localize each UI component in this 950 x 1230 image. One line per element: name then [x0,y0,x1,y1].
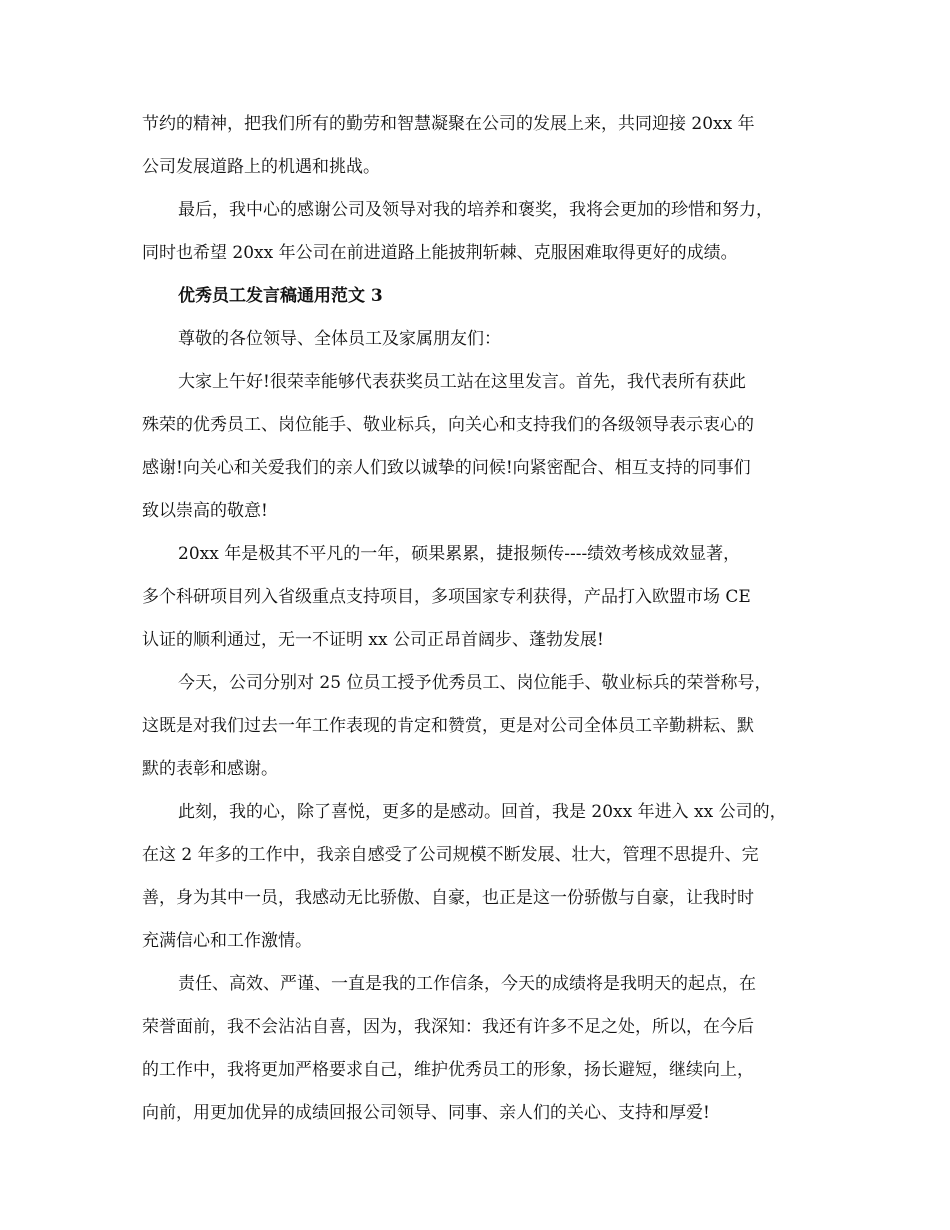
paragraph-line: 节约的精神，把我们所有的勤劳和智慧凝聚在公司的发展上来，共同迎接 20xx 年 [142,114,755,134]
paragraph-line: 充满信心和工作激情。 [142,931,312,951]
paragraph-line: 这既是对我们过去一年工作表现的肯定和赞赏，更是对公司全体员工辛勤耕耘、默 [142,716,754,736]
salutation-line: 尊敬的各位领导、全体员工及家属朋友们： [178,329,501,349]
paragraph-line: 公司发展道路上的机遇和挑战。 [142,157,380,177]
paragraph-line: 殊荣的优秀员工、岗位能手、敬业标兵，向关心和支持我们的各级领导表示衷心的 [142,415,754,435]
paragraph-line: 向前，用更加优异的成绩回报公司领导、同事、亲人们的关心、支持和厚爱! [142,1103,710,1123]
paragraph-line: 同时也希望 20xx 年公司在前进道路上能披荆斩棘、克服困难取得更好的成绩。 [142,243,738,263]
paragraph-line: 致以崇高的敬意! [142,501,268,521]
paragraph-line: 20xx 年是极其不平凡的一年，硕果累累，捷报频传----绩效考核成效显著， [178,544,741,564]
paragraph-line: 善，身为其中一员，我感动无比骄傲、自豪，也正是这一份骄傲与自豪，让我时时 [142,888,754,908]
paragraph-line: 多个科研项目列入省级重点支持项目，多项国家专利获得，产品打入欧盟市场 CE [142,587,751,607]
section-heading: 优秀员工发言稿通用范文 3 [178,286,383,306]
paragraph-line: 最后，我中心的感谢公司及领导对我的培养和褒奖，我将会更加的珍惜和努力， [178,200,773,220]
paragraph-line: 此刻，我的心，除了喜悦，更多的是感动。回首，我是 20xx 年进入 xx 公司的， [178,802,787,822]
paragraph-line: 责任、高效、严谨、一直是我的工作信条，今天的成绩将是我明天的起点，在 [178,974,756,994]
paragraph-line: 认证的顺利通过，无一不证明 xx 公司正昂首阔步、蓬勃发展! [142,630,604,650]
paragraph-line: 在这 2 年多的工作中，我亲自感受了公司规模不断发展、壮大，管理不思提升、完 [142,845,759,865]
paragraph-line: 的工作中，我将更加严格要求自己，维护优秀员工的形象，扬长避短，继续向上， [142,1060,754,1080]
paragraph-line: 大家上午好!很荣幸能够代表获奖员工站在这里发言。首先，我代表所有获此 [178,372,746,392]
paragraph-line: 荣誉面前，我不会沾沾自喜，因为，我深知：我还有许多不足之处，所以，在今后 [142,1017,754,1037]
paragraph-line: 感谢!向关心和关爱我们的亲人们致以诚挚的问候!向紧密配合、相互支持的同事们 [142,458,751,478]
paragraph-line: 默的表彰和感谢。 [142,759,278,779]
paragraph-line: 今天，公司分别对 25 位员工授予优秀员工、岗位能手、敬业标兵的荣誉称号， [178,673,772,693]
